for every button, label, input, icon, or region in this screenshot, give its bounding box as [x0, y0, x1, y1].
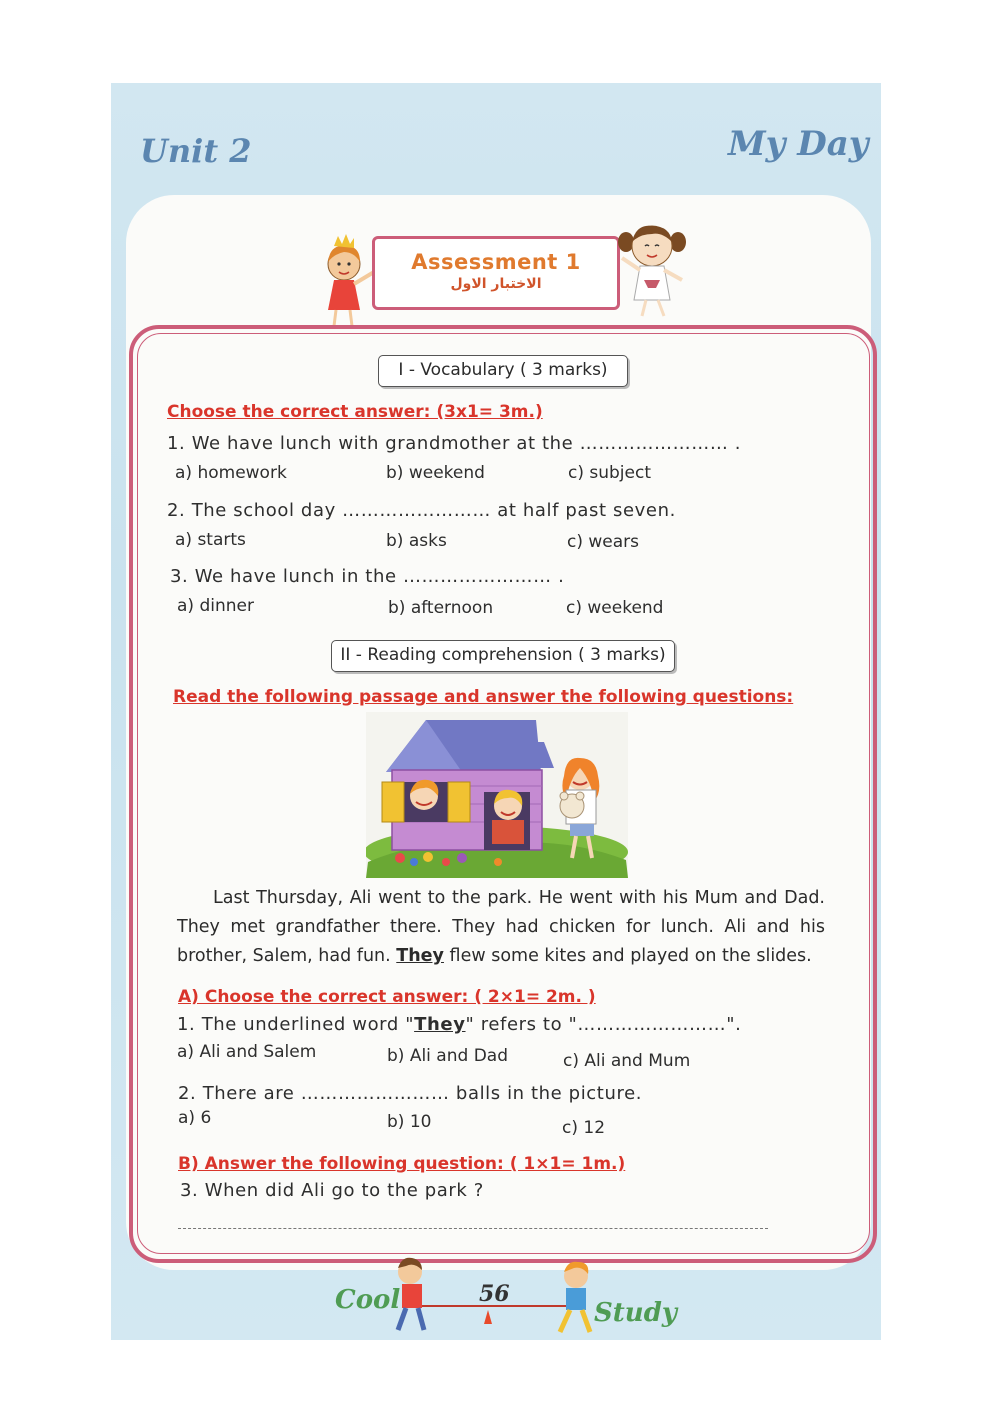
- vocab-question-2: 2. The school day …………………… at half past seven.: [167, 500, 676, 521]
- vocab-q1-option-a: a) homework: [175, 463, 287, 483]
- assessment-title-arabic: الاختبار الاول: [450, 276, 542, 292]
- vocab-q2-option-a: a) starts: [175, 530, 246, 550]
- footer-study: Study: [594, 1298, 677, 1328]
- reading-question-2: 2. There are …………………… balls in the picture.: [178, 1083, 643, 1104]
- reading-q1-text-start: 1. The underlined word ": [177, 1014, 415, 1035]
- section-vocabulary-heading: I - Vocabulary ( 3 marks): [378, 355, 628, 387]
- vocab-question-1: 1. We have lunch with grandmother at the …………………… .: [167, 433, 742, 454]
- passage-text-end: flew some kites and played on the slides.: [449, 946, 812, 966]
- reading-passage: [177, 884, 825, 971]
- vocab-q2-option-b: b) asks: [386, 531, 447, 551]
- girl-left-illustration: [320, 228, 380, 332]
- vocab-q3-option-a: a) dinner: [177, 596, 254, 616]
- vocabulary-instruction: Choose the correct answer: (3x1= 3m.): [167, 402, 543, 422]
- playhouse-children-illustration: [366, 712, 628, 878]
- reading-instruction: Read the following passage and answer the following questions:: [173, 687, 794, 707]
- reading-q1-option-c: c) Ali and Mum: [563, 1051, 691, 1071]
- unit-label: Unit 2: [140, 132, 252, 170]
- assessment-title-box: [372, 236, 620, 310]
- assessment-title: Assessment 1: [411, 250, 581, 274]
- passage-underlined-word: They: [396, 946, 444, 966]
- reading-q1-text-end: " refers to "……………………".: [465, 1014, 742, 1035]
- vocab-question-3: 3. We have lunch in the …………………… .: [170, 566, 565, 587]
- reading-q1-option-a: a) Ali and Salem: [177, 1042, 317, 1062]
- reading-q2-option-c: c) 12: [562, 1118, 606, 1138]
- reading-q1-underlined-word: They: [414, 1014, 466, 1035]
- vocab-q1-option-c: c) subject: [568, 463, 651, 483]
- answer-line[interactable]: [178, 1228, 768, 1229]
- reading-question-1: [177, 1014, 741, 1035]
- girl-right-illustration: [612, 218, 690, 322]
- reading-q2-option-b: b) 10: [387, 1112, 432, 1132]
- vocab-q3-option-c: c) weekend: [566, 598, 664, 618]
- vocab-q3-option-b: b) afternoon: [388, 598, 494, 618]
- part-a-instruction: A) Choose the correct answer: ( 2×1= 2m. ): [178, 987, 596, 1007]
- reading-q2-option-a: a) 6: [178, 1108, 212, 1128]
- part-b-instruction: B) Answer the following question: ( 1×1= 1m.): [178, 1154, 626, 1174]
- tug-of-war-kids-illustration: [382, 1254, 604, 1340]
- vocab-q2-option-c: c) wears: [567, 532, 640, 552]
- section-reading-heading: II - Reading comprehension ( 3 marks): [331, 640, 675, 672]
- reading-q1-option-b: b) Ali and Dad: [387, 1046, 508, 1066]
- unit-title: My Day: [728, 124, 869, 164]
- reading-question-3: 3. When did Ali go to the park ?: [180, 1180, 484, 1201]
- vocab-q1-option-b: b) weekend: [386, 463, 485, 483]
- footer-cool: Cool: [335, 1285, 401, 1315]
- page-number: 56: [479, 1281, 510, 1307]
- passage-text-start: Last Thursday, Ali went to the park. He went with his Mum and Dad. They met grandfather there. They had chicken for lunch. Ali and his brother, Salem, had fun.: [177, 888, 825, 966]
